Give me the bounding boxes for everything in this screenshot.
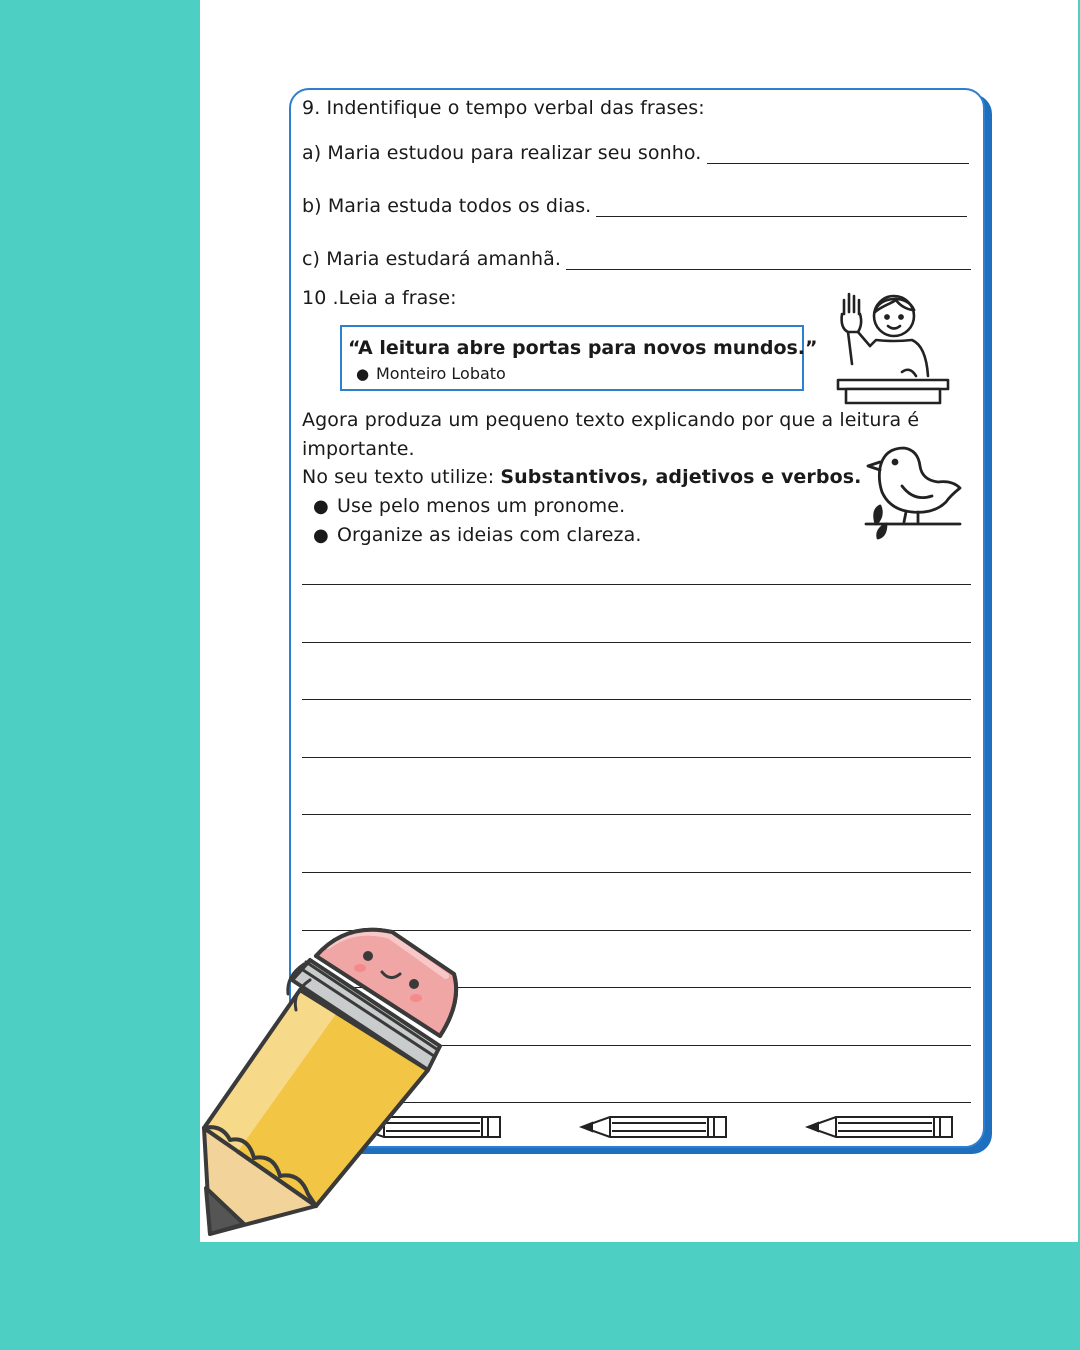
instruction-line-2: importante. [302,438,415,460]
child-raising-hand-icon [830,284,954,408]
bullet-dot: ● [313,525,329,546]
instruction-use-prefix: No seu texto utilize: [302,466,501,488]
bullet-dot: ● [313,496,329,517]
question-9b: b) Maria estuda todos os dias. [302,195,592,217]
answer-line-9b[interactable] [596,216,967,217]
kawaii-pencil-icon [196,918,466,1248]
answer-line-9c[interactable] [566,269,971,270]
question-9-title: 9. Indentifique o tempo verbal das frases: [302,97,705,119]
writing-line[interactable] [302,642,971,643]
bird-on-branch-icon [862,440,966,544]
bullet-item-1: Use pelo menos um pronome. [337,495,626,517]
instruction-use-bold: Substantivos, adjetivos e verbos. [500,466,862,488]
writing-line[interactable] [302,814,971,815]
writing-line[interactable] [302,584,971,585]
instruction-line-1: Agora produza um pequeno texto explicando por que a leitura é [302,409,920,431]
quote-box [340,325,818,391]
small-pencil-icon [806,1113,956,1141]
writing-line[interactable] [302,699,971,700]
answer-line-9a[interactable] [707,163,969,164]
question-9a: a) Maria estudou para realizar seu sonho. [302,142,702,164]
writing-line[interactable] [302,757,971,758]
bullet-dot: ● [356,365,370,383]
writing-line[interactable] [302,872,971,873]
question-10-title: 10 .Leia a frase: [302,287,457,309]
quote-author: Monteiro Lobato [376,364,506,383]
question-9c: c) Maria estudará amanhã. [302,248,562,270]
quote-text: “A leitura abre portas para novos mundos.” [348,337,818,359]
small-pencil-icon [580,1113,730,1141]
bullet-item-2: Organize as ideias com clareza. [337,524,642,546]
instruction-line-3 [302,466,861,488]
